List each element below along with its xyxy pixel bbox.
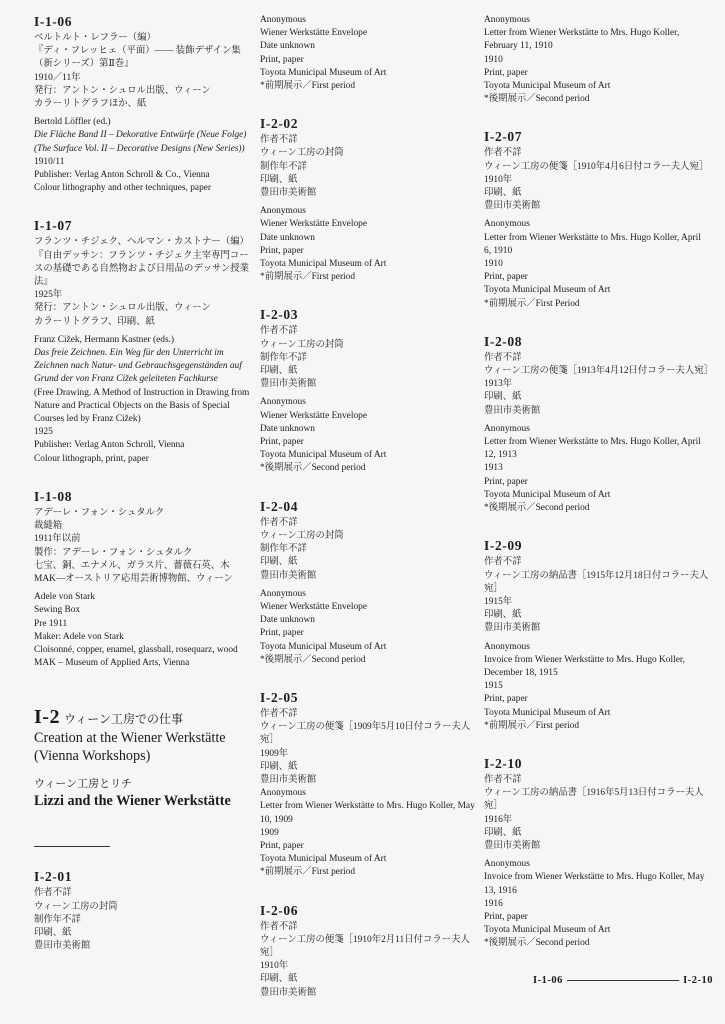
entry-number: I-2-04 xyxy=(260,498,299,514)
catalogue-entry xyxy=(260,499,482,667)
entry-line: カラーリトグラフほか、紙 xyxy=(34,99,147,110)
entry-line: 発行：アントン・シュロル出版、ウィーン xyxy=(34,303,211,314)
entry-line: Date unknown xyxy=(260,232,315,243)
entry-number: I-2-09 xyxy=(484,538,523,554)
entry-number: I-1-08 xyxy=(34,488,73,504)
entry-line: Toyota Municipal Museum of Art xyxy=(484,285,611,296)
entry-line: 作者不詳 xyxy=(484,352,522,363)
entry-number: I-2-05 xyxy=(260,689,299,705)
entry-line: *後期展示／Second period xyxy=(260,654,366,665)
entry-line: 豊田市美術館 xyxy=(484,623,541,634)
section-title-en: Creation at the Wiener Werkstätte xyxy=(34,730,226,747)
catalogue-entry-continued xyxy=(484,14,710,106)
entry-line: 印刷、紙 xyxy=(260,557,298,568)
entry-line: Publisher: Verlag Anton Schroll, Vienna xyxy=(34,440,185,451)
entry-line: *後期展示／Second period xyxy=(484,503,590,514)
entry-line: 印刷、紙 xyxy=(260,366,298,377)
entry-line: Letter from Wiener Werkstätte to Mrs. Hugo Koller, April 12, 1913 xyxy=(484,437,701,461)
entry-line: 印刷、紙 xyxy=(484,610,522,621)
entry-line: 1915 xyxy=(484,681,503,692)
catalogue-entry xyxy=(484,129,710,310)
catalogue-entry xyxy=(34,869,256,953)
entry-line: 豊田市美術館 xyxy=(260,774,317,785)
entry-number: I-1-06 xyxy=(34,14,73,29)
entry-line: 1925 xyxy=(34,427,53,438)
entry-line: 1910/11 xyxy=(34,156,65,167)
entry-line: Sewing Box xyxy=(34,605,81,616)
entry-line: 豊田市美術館 xyxy=(484,840,541,851)
entry-line: Wiener Werkstätte Envelope xyxy=(260,28,367,39)
entry-line: Print, paper xyxy=(260,628,304,639)
entry-line: ベルトルト・レフラー（編） xyxy=(34,33,156,43)
catalogue-entry xyxy=(260,307,482,475)
column-3 xyxy=(484,14,713,974)
entry-number: I-2-03 xyxy=(260,307,299,323)
entry-line: 1925年 xyxy=(34,290,63,301)
range-end: I-2-10 xyxy=(683,975,713,986)
entry-line: Cloisonné, copper, enamel, glassball, rosequarz, wood xyxy=(34,644,238,655)
entry-line: 1913 xyxy=(484,463,503,474)
entry-line: 作者不詳 xyxy=(484,774,522,785)
range-start: I-1-06 xyxy=(533,975,563,986)
entry-line: Anonymous xyxy=(484,15,530,25)
entry-line: Toyota Municipal Museum of Art xyxy=(260,641,387,652)
entry-line: Anonymous xyxy=(484,641,530,652)
section-number: I-2 xyxy=(34,706,60,729)
entry-line: Print, paper xyxy=(484,911,528,922)
entry-line: 1910 xyxy=(484,259,503,270)
entry-line: ウィーン工房の納品書［1915年12月18日付コラー夫人宛］ xyxy=(484,570,709,594)
entry-line: 作者不詳 xyxy=(260,517,298,528)
entry-line: 七宝、銅、エナメル、ガラス片、薔薇石英、木 xyxy=(34,560,230,571)
entry-line: Anonymous xyxy=(484,423,530,434)
entry-line: 豊田市美術館 xyxy=(260,188,317,199)
entry-line: Anonymous xyxy=(260,15,306,25)
entry-line: 印刷、紙 xyxy=(260,974,298,985)
entry-line: ウィーン工房の封筒 xyxy=(260,148,344,159)
entry-line: ウィーン工房の便箋［1909年5月10日付コラー夫人宛］ xyxy=(260,722,471,746)
entry-line: Toyota Municipal Museum of Art xyxy=(484,489,611,500)
entry-line: 豊田市美術館 xyxy=(260,987,317,998)
entry-line: Publisher: Verlag Anton Schroll & Co., Vienna xyxy=(34,170,210,181)
entry-line: Print, paper xyxy=(484,476,528,487)
entry-line: Wiener Werkstätte Envelope xyxy=(260,410,367,421)
entry-line: ウィーン工房の便箋［1913年4月12日付コラー夫人宛］ xyxy=(484,366,713,377)
catalogue-entry xyxy=(260,116,482,284)
entry-line: Date unknown xyxy=(260,423,315,434)
entry-line: Franz Cižek, Hermann Kastner (eds.) xyxy=(34,334,175,345)
entry-line: 作者不詳 xyxy=(484,148,522,159)
entry-line: カラーリトグラフ、印刷、紙 xyxy=(34,316,155,327)
entry-line: Pre 1911 xyxy=(34,618,68,629)
entry-line: *前期展示／First period xyxy=(260,272,356,283)
entry-line: Anonymous xyxy=(260,206,306,217)
entry-line: ウィーン工房の封筒 xyxy=(34,901,118,912)
entry-line: *前期展示／First period xyxy=(484,720,580,731)
divider xyxy=(34,846,110,847)
catalogue-entry xyxy=(260,690,482,880)
entry-line: Bertold Löffler (ed.) xyxy=(34,117,111,128)
entry-line: Letter from Wiener Werkstätte to Mrs. Hugo Koller, April 6, 1910 xyxy=(484,232,701,256)
entry-line: Die Fläche Band II – Dekorative Entwürfe (Neue Folge) (The Surface Vol. II – Decorative Designs (New Series)) xyxy=(34,130,247,154)
entry-line: Print, paper xyxy=(260,245,304,256)
entry-line: *後期展示／Second period xyxy=(484,94,590,105)
entry-line: ウィーン工房の納品書［1916年5月13日付コラー夫人宛］ xyxy=(484,788,704,812)
entry-line: Anonymous xyxy=(484,219,530,230)
entry-line: 1916年 xyxy=(484,814,513,825)
column-1 xyxy=(34,14,256,976)
section-title-jp: ウィーン工房での仕事 xyxy=(63,712,183,727)
entry-line: Toyota Municipal Museum of Art xyxy=(260,450,387,461)
entry-line: 作者不詳 xyxy=(484,557,522,568)
entry-line: 1910年 xyxy=(484,174,513,185)
entry-number: I-2-01 xyxy=(34,869,73,885)
catalogue-entry xyxy=(484,333,713,515)
catalogue-entry xyxy=(34,489,256,670)
entry-line: Date unknown xyxy=(260,41,315,52)
entry-line: 制作年不詳 xyxy=(260,544,307,555)
entry-line: MAK—オーストリア応用芸術博物館、ウィーン xyxy=(34,573,233,584)
entry-line: Toyota Municipal Museum of Art xyxy=(260,854,387,865)
catalogue-entry xyxy=(260,903,482,1000)
entry-line: アデーレ・フォン・シュタルク xyxy=(34,507,165,518)
entry-line: Maker: Adele von Stark xyxy=(34,631,124,642)
entry-line: Print, paper xyxy=(260,840,304,851)
entry-line: 発行：アントン・シュロル出版、ウィーン xyxy=(34,85,211,96)
entry-line: Date unknown xyxy=(260,615,315,626)
entry-line: ウィーン工房の便箋［1910年4月6日付コラー夫人宛］ xyxy=(484,161,709,172)
entry-line: 1913年 xyxy=(484,379,513,390)
entry-line: ウィーン工房の便箋［1910年2月11日付コラー夫人宛］ xyxy=(260,934,470,958)
entry-line: ウィーン工房の封筒 xyxy=(260,339,344,350)
entry-line: 印刷、紙 xyxy=(484,827,522,838)
catalogue-entry xyxy=(484,756,710,951)
entry-line: Letter from Wiener Werkstätte to Mrs. Hugo Koller, February 11, 1910 xyxy=(484,28,680,52)
entry-line: Toyota Municipal Museum of Art xyxy=(484,707,611,718)
entry-line: 1910年 xyxy=(260,961,289,972)
entry-line: Toyota Municipal Museum of Art xyxy=(484,81,611,92)
subsection-title-jp: ウィーン工房とリチ xyxy=(34,778,132,791)
entry-line: 豊田市美術館 xyxy=(260,379,317,390)
entry-number: I-2-06 xyxy=(260,902,299,918)
catalogue-entry xyxy=(34,218,256,465)
entry-line: 作者不詳 xyxy=(260,921,298,932)
entry-line: Invoice from Wiener Werkstätte to Mrs. Hugo Koller, May 13, 1916 xyxy=(484,872,705,896)
entry-line: Print, paper xyxy=(484,694,528,705)
entry-line: *前期展示／First period xyxy=(260,867,356,878)
entry-line: Toyota Municipal Museum of Art xyxy=(484,925,611,936)
entry-line: 1910 xyxy=(484,54,503,65)
entry-line: 1909 xyxy=(260,827,279,838)
page-range-footer xyxy=(533,975,713,986)
entry-line: Toyota Municipal Museum of Art xyxy=(260,67,387,78)
entry-line: Adele von Stark xyxy=(34,592,95,603)
entry-line: Anonymous xyxy=(260,788,306,799)
entry-line: 1910／11年 xyxy=(34,72,81,83)
entry-line: 豊田市美術館 xyxy=(484,201,541,212)
entry-line: 制作年不詳 xyxy=(260,161,307,172)
entry-line: 製作：アデーレ・フォン・シュタルク xyxy=(34,547,193,558)
entry-number: I-1-07 xyxy=(34,218,73,234)
entry-line: Print, paper xyxy=(484,272,528,283)
entry-line: 制作年不詳 xyxy=(34,914,81,925)
entry-line: 豊田市美術館 xyxy=(34,941,91,952)
section-title-en-sub: (Vienna Workshops) xyxy=(34,748,151,765)
entry-line: (Free Drawing. A Method of Instruction in Drawing from Nature and Practical Objects on the Basis of Special Courses led by Franz Cižek) xyxy=(34,387,250,425)
entry-line: Das freie Zeichnen. Ein Weg für den Unterricht im Zeichnen nach Natur- und Gebrauchsgegenständen auf Grund der von Franz Cižek geleiteten Fachkurse xyxy=(34,348,242,385)
entry-line: Print, paper xyxy=(260,54,304,65)
entry-line: 作者不詳 xyxy=(260,135,298,146)
entry-line: 裁縫箱 xyxy=(34,521,63,532)
entry-line: 印刷、紙 xyxy=(260,761,298,772)
entry-line: 豊田市美術館 xyxy=(260,570,317,581)
entry-line: 豊田市美術館 xyxy=(484,405,541,416)
entry-line: 印刷、紙 xyxy=(484,392,522,403)
entry-line: Print, paper xyxy=(260,437,304,448)
entry-line: *前期展示／First period xyxy=(260,81,356,92)
column-2 xyxy=(260,14,482,1023)
entry-number: I-2-08 xyxy=(484,333,523,349)
entry-line: 1916 xyxy=(484,898,503,909)
entry-line: 1915年 xyxy=(484,596,513,607)
entry-line: *後期展示／Second period xyxy=(260,463,366,474)
entry-line: 1909年 xyxy=(260,748,289,759)
entry-line: Print, paper xyxy=(484,67,528,78)
entry-line: *前期展示／First Period xyxy=(484,298,580,309)
entry-line: Toyota Municipal Museum of Art xyxy=(260,259,387,270)
catalogue-entry-continued xyxy=(260,14,482,93)
entry-number: I-2-10 xyxy=(484,755,523,771)
entry-number: I-2-02 xyxy=(260,116,299,132)
entry-number: I-2-07 xyxy=(484,129,523,145)
entry-line: Colour lithograph, print, paper xyxy=(34,453,149,464)
entry-line: Anonymous xyxy=(260,397,306,408)
entry-line: Letter from Wiener Werkstätte to Mrs. Hugo Koller, May 10, 1909 xyxy=(260,801,475,825)
entry-line: フランツ・チジェク、ヘルマン・カストナー（編） xyxy=(34,237,249,248)
entry-line: 作者不詳 xyxy=(260,708,298,719)
entry-line: 作者不詳 xyxy=(34,888,72,899)
entry-line: ウィーン工房の封筒 xyxy=(260,530,344,541)
entry-line: 印刷、紙 xyxy=(484,188,522,199)
entry-line: Anonymous xyxy=(484,859,530,870)
entry-line: 作者不詳 xyxy=(260,326,298,337)
entry-line: 印刷、紙 xyxy=(34,927,72,938)
entry-line: Colour lithography and other techniques, paper xyxy=(34,183,212,194)
entry-line: Invoice from Wiener Werkstätte to Mrs. Hugo Koller, December 18, 1915 xyxy=(484,654,685,678)
catalogue-entry xyxy=(484,538,710,733)
entry-line: Wiener Werkstätte Envelope xyxy=(260,601,367,612)
entry-line: 制作年不詳 xyxy=(260,352,307,363)
entry-line: Anonymous xyxy=(260,588,306,599)
entry-line: 印刷、紙 xyxy=(260,174,298,185)
section-heading xyxy=(34,706,256,847)
entry-line: 『自由デッサン：フランツ・チジェク主宰専門コースの基礎である自然物および日用品のデッサン授業法』 xyxy=(34,250,249,288)
entry-line: *後期展示／Second period xyxy=(484,938,590,949)
entry-line: Wiener Werkstätte Envelope xyxy=(260,219,367,230)
entry-line: MAK – Museum of Applied Arts, Vienna xyxy=(34,658,190,669)
range-line xyxy=(567,980,679,981)
catalogue-entry xyxy=(34,14,256,195)
entry-line: 1911年以前 xyxy=(34,534,81,545)
subsection-title-en: Lizzi and the Wiener Werkstätte xyxy=(34,793,231,810)
entry-line: 『ディ・フレッヒェ（平面）—— 装飾デザイン集（新シリーズ）第Ⅱ巻』 xyxy=(34,46,241,70)
